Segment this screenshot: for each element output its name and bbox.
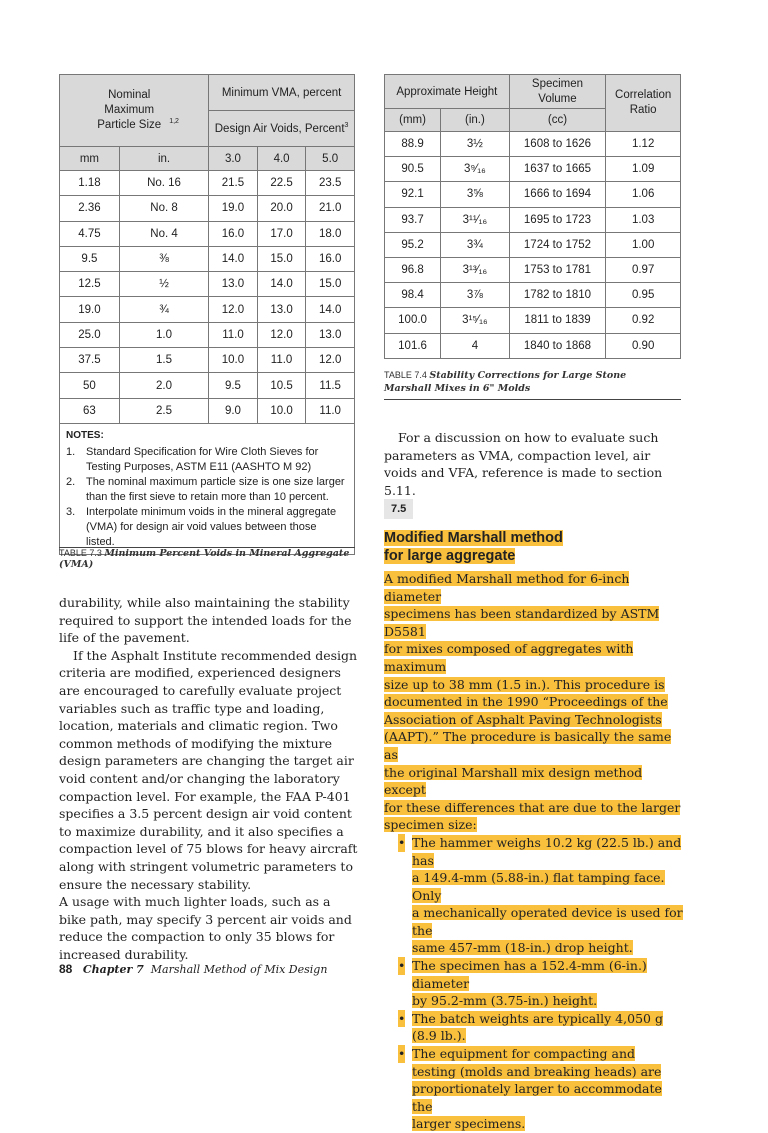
- caption-title-line2: Marshall Mixes in 6" Molds: [384, 383, 531, 394]
- table-cell: 12.0: [257, 322, 306, 347]
- table-cell: 12.0: [306, 348, 355, 373]
- table-cell: 1637 to 1665: [509, 157, 606, 182]
- table-cell: 1753 to 1781: [509, 257, 606, 282]
- table-cell: 4: [441, 333, 510, 358]
- table-cell: 1782 to 1810: [509, 283, 606, 308]
- table-cell: 63: [60, 398, 120, 423]
- bullet-dot: •: [398, 1046, 406, 1062]
- table-cell: 98.4: [385, 283, 441, 308]
- highlighted-line: (AAPT).” The procedure is basically the same as: [384, 729, 672, 762]
- table-cell: 1.0: [119, 322, 208, 347]
- table-cell: 1.12: [606, 132, 681, 157]
- table-cell: 15.0: [306, 272, 355, 297]
- table-row: [60, 348, 355, 373]
- table-cell: 3⅞: [441, 283, 510, 308]
- left-paragraph-2: If the Asphalt Institute recommended design criteria are modified, experienced designers are encouraged to carefully evaluate project variables such as traffic type and loading, location, materials and climatic region. Two common methods of modifying the mixture design parameters are changing the target air void content and/or changing the laboratory compaction level. For example, the FAA P-401 specifies a 3.5 percent design air void content to maximize durability, and it also specifies a compaction level of 75 blows for heavy aircraft along with stringent volumetric parameters to ensure the necessary stability.: [59, 647, 358, 892]
- table-row: [385, 207, 681, 232]
- table-cell: 23.5: [306, 171, 355, 196]
- table-cell: 9.5: [60, 246, 120, 271]
- table-cell: 19.0: [60, 297, 120, 322]
- table-cell: 88.9: [385, 132, 441, 157]
- bullet-line: testing (molds and breaking heads) are: [412, 1063, 662, 1079]
- left-paragraph-3: A usage with much lighter loads, such as a bike path, may specify 3 percent air voids and reduce the compaction to only 35 blows for increased durability.: [59, 894, 352, 962]
- table-cell: 15.0: [257, 246, 306, 271]
- table-cell: 0.97: [606, 257, 681, 282]
- table-cell: 14.0: [306, 297, 355, 322]
- min-vma-header: Minimum VMA, percent: [209, 75, 355, 111]
- table-cell: 50: [60, 373, 120, 398]
- bullet-line: The batch weights are typically 4,050 g (8.9 lb.).: [412, 1010, 663, 1044]
- table-cell: 12.5: [60, 272, 120, 297]
- table-cell: No. 4: [119, 221, 208, 246]
- table-row: [60, 246, 355, 271]
- caption-title-line1: Stability Corrections for Large Stone: [429, 370, 627, 381]
- highlighted-line: Association of Asphalt Paving Technologists: [384, 711, 662, 727]
- highlighted-line: for these differences that are due to the larger: [384, 799, 681, 815]
- table-cell: 1666 to 1694: [509, 182, 606, 207]
- highlighted-line: specimens has been standardized by ASTM D5581: [384, 606, 660, 639]
- table-cell: ½: [119, 272, 208, 297]
- note-item: [66, 445, 348, 475]
- table-cell: 10.5: [257, 373, 306, 398]
- table-cell: 16.0: [209, 221, 258, 246]
- bullet-line: The specimen has a 152.4-mm (6-in.) diameter: [412, 958, 647, 991]
- correlation-ratio-header: [606, 75, 681, 132]
- table-cell: 1.09: [606, 157, 681, 182]
- vma-table-container: [59, 74, 355, 555]
- bullet-line: by 95.2-mm (3.75-in.) height.: [412, 993, 598, 1009]
- table-cell: 14.0: [257, 272, 306, 297]
- table-row: [60, 196, 355, 221]
- table-cell: 3¹³⁄₁₆: [441, 257, 510, 282]
- table-cell: 19.0: [209, 196, 258, 221]
- in-header: (in.): [441, 109, 510, 132]
- design-air-voids-sup: 3: [344, 122, 349, 130]
- table-cell: 92.1: [385, 182, 441, 207]
- table-cell: 10.0: [257, 398, 306, 423]
- table-cell: 3¹¹⁄₁₆: [441, 207, 510, 232]
- table-cell: 2.36: [60, 196, 120, 221]
- table-cell: 90.5: [385, 157, 441, 182]
- table-cell: 1.5: [119, 348, 208, 373]
- table-cell: 1840 to 1868: [509, 333, 606, 358]
- left-body-text: [59, 594, 359, 963]
- table-cell: 18.0: [306, 221, 355, 246]
- section-title-line1: Modified Marshall method: [384, 530, 563, 546]
- table-74-caption: [384, 369, 681, 400]
- table-cell: ¾: [119, 297, 208, 322]
- note-text: The nominal maximum particle size is one size larger than the first sieve to retain more than 10 percent.: [86, 475, 345, 503]
- table-row: [60, 398, 355, 423]
- table-row: [385, 132, 681, 157]
- bullet-line: a 149.4-mm (5.88-in.) flat tamping face. Only: [412, 870, 665, 903]
- table-cell: 96.8: [385, 257, 441, 282]
- highlighted-paragraph: [384, 570, 684, 834]
- table-row: [60, 322, 355, 347]
- bullet-dot: •: [398, 958, 406, 974]
- table-cell: 22.5: [257, 171, 306, 196]
- approx-height-header: Approximate Height: [385, 75, 510, 109]
- vma-table-body: [60, 171, 355, 424]
- design-air-voids-label: Design Air Voids, Percent: [214, 122, 345, 135]
- bullet-line: The hammer weighs 10.2 kg (22.5 lb.) and has: [412, 834, 682, 868]
- table-row: [385, 257, 681, 282]
- highlighted-line: for mixes composed of aggregates with maximum: [384, 641, 634, 674]
- stability-table: [384, 74, 681, 359]
- footer-title: Marshall Method of Mix Design: [150, 963, 328, 976]
- note-text: Standard Specification for Wire Cloth Sieves for Testing Purposes, ASTM E11 (AASHTO M 92): [86, 445, 319, 473]
- bullet-line: proportionately larger to accommodate the: [412, 1081, 662, 1114]
- table-cell: 1608 to 1626: [509, 132, 606, 157]
- table-cell: 3¾: [441, 232, 510, 257]
- table-cell: 2.5: [119, 398, 208, 423]
- left-paragraph-1: durability, while also maintaining the stability required to support the intended loads for the life of the pavement.: [59, 595, 352, 646]
- table-cell: 10.0: [209, 348, 258, 373]
- table-cell: 1.06: [606, 182, 681, 207]
- notes-list: [66, 445, 348, 550]
- bullet-list: [384, 834, 684, 1133]
- note-item: [66, 475, 348, 505]
- highlighted-line: size up to 38 mm (1.5 in.). This procedure is: [384, 676, 665, 692]
- intro-paragraph: For a discussion on how to evaluate such parameters as VMA, compaction level, air voids and VFA, reference is made to section 5.11.: [384, 430, 663, 498]
- bullet-item: [384, 1010, 684, 1045]
- right-intro: [384, 429, 684, 499]
- table-cell: 11.0: [209, 322, 258, 347]
- specimen-volume-header: [509, 75, 606, 109]
- bullet-line: The equipment for compacting and: [412, 1046, 635, 1062]
- table-cell: 13.0: [257, 297, 306, 322]
- units-header-cell: 5.0: [306, 147, 355, 171]
- table-cell: 11.0: [257, 348, 306, 373]
- table-row: [60, 221, 355, 246]
- highlighted-line: documented in the 1990 “Proceedings of the: [384, 694, 668, 710]
- table-cell: 12.0: [209, 297, 258, 322]
- table-cell: 3½: [441, 132, 510, 157]
- stability-table-body: [385, 132, 681, 359]
- caption-title: Minimum Percent Voids in Mineral Aggregate (VMA): [59, 548, 350, 570]
- note-number: 1.: [66, 445, 76, 458]
- table-cell: 16.0: [306, 246, 355, 271]
- note-text: Interpolate minimum voids in the mineral aggregate (VMA) for design air void values between those listed.: [86, 505, 337, 548]
- units-row: [60, 147, 355, 171]
- mm-header: (mm): [385, 109, 441, 132]
- table-row: [385, 232, 681, 257]
- table-row: [60, 297, 355, 322]
- table-cell: 3⁹⁄₁₆: [441, 157, 510, 182]
- note-item: [66, 505, 348, 550]
- table-row: [385, 157, 681, 182]
- units-header-cell: 4.0: [257, 147, 306, 171]
- table-row: [385, 182, 681, 207]
- table-row: [385, 308, 681, 333]
- page-footer: [59, 962, 327, 976]
- bullet-dot: •: [398, 1010, 406, 1026]
- highlighted-line: specimen size:: [384, 817, 477, 833]
- table-cell: ⅜: [119, 246, 208, 271]
- note-number: 2.: [66, 475, 76, 488]
- table-cell: 14.0: [209, 246, 258, 271]
- table-cell: 100.0: [385, 308, 441, 333]
- table-cell: 21.0: [306, 196, 355, 221]
- table-cell: 101.6: [385, 333, 441, 358]
- notes-title: NOTES:: [66, 429, 104, 441]
- section-title-line2: for large aggregate: [384, 548, 516, 564]
- cc-header: (cc): [509, 109, 606, 132]
- units-header-cell: in.: [119, 147, 208, 171]
- table-cell: 11.5: [306, 373, 355, 398]
- bullet-line: a mechanically operated device is used for the: [412, 905, 683, 938]
- table-cell: 20.0: [257, 196, 306, 221]
- units-header-cell: 3.0: [209, 147, 258, 171]
- table-cell: 17.0: [257, 221, 306, 246]
- section-number-badge: 7.5: [384, 499, 413, 519]
- stability-table-container: [384, 74, 681, 359]
- footer-chapter: Chapter 7: [82, 963, 144, 976]
- table-cell: 4.75: [60, 221, 120, 246]
- bullet-item: [384, 1045, 684, 1133]
- bullet-item: [384, 957, 684, 1010]
- table-row: [60, 373, 355, 398]
- highlighted-line: A modified Marshall method for 6-inch diameter: [384, 571, 630, 604]
- table-cell: No. 16: [119, 171, 208, 196]
- section-title: [384, 529, 684, 565]
- table-cell: 93.7: [385, 207, 441, 232]
- notes-cell: [60, 423, 355, 554]
- table-cell: 37.5: [60, 348, 120, 373]
- units-header-cell: mm: [60, 147, 120, 171]
- table-cell: 3¹⁵⁄₁₆: [441, 308, 510, 333]
- table-cell: 1.00: [606, 232, 681, 257]
- table-cell: 13.0: [209, 272, 258, 297]
- design-air-voids-header: [209, 111, 355, 147]
- table-cell: 13.0: [306, 322, 355, 347]
- table-cell: 1724 to 1752: [509, 232, 606, 257]
- table-cell: 95.2: [385, 232, 441, 257]
- table-cell: 0.95: [606, 283, 681, 308]
- table-row: [60, 272, 355, 297]
- vma-table: [59, 74, 355, 555]
- table-row: [60, 171, 355, 196]
- bullet-item: [384, 834, 684, 957]
- specimen-volume-label: Specimen Volume: [531, 77, 584, 105]
- bullet-line: same 457-mm (18-in.) drop height.: [412, 940, 633, 956]
- nominal-size-sup: 1,2: [169, 118, 179, 126]
- table-cell: 3⅝: [441, 182, 510, 207]
- table-cell: 1695 to 1723: [509, 207, 606, 232]
- highlighted-section-body: [384, 570, 684, 1133]
- table-row: [385, 333, 681, 358]
- table-cell: 0.90: [606, 333, 681, 358]
- note-number: 3.: [66, 505, 76, 518]
- table-cell: No. 8: [119, 196, 208, 221]
- table-cell: 21.5: [209, 171, 258, 196]
- caption-label: TABLE 7.4: [384, 370, 427, 380]
- table-row: [385, 283, 681, 308]
- table-cell: 1811 to 1839: [509, 308, 606, 333]
- table-73-caption: [59, 547, 355, 570]
- correlation-ratio-label: Correlation Ratio: [615, 89, 672, 116]
- table-cell: 1.03: [606, 207, 681, 232]
- page-number: 88: [59, 962, 73, 976]
- table-cell: 2.0: [119, 373, 208, 398]
- nominal-size-label: Nominal Maximum Particle Size: [97, 89, 162, 131]
- table-cell: 9.5: [209, 373, 258, 398]
- table-cell: 25.0: [60, 322, 120, 347]
- bullet-dot: •: [398, 834, 406, 850]
- caption-label: TABLE 7.3: [59, 548, 102, 558]
- table-cell: 0.92: [606, 308, 681, 333]
- nominal-size-header: [60, 75, 209, 147]
- table-cell: 9.0: [209, 398, 258, 423]
- table-cell: 11.0: [306, 398, 355, 423]
- table-cell: 1.18: [60, 171, 120, 196]
- highlighted-line: the original Marshall mix design method except: [384, 764, 643, 798]
- bullet-line: larger specimens.: [412, 1116, 526, 1132]
